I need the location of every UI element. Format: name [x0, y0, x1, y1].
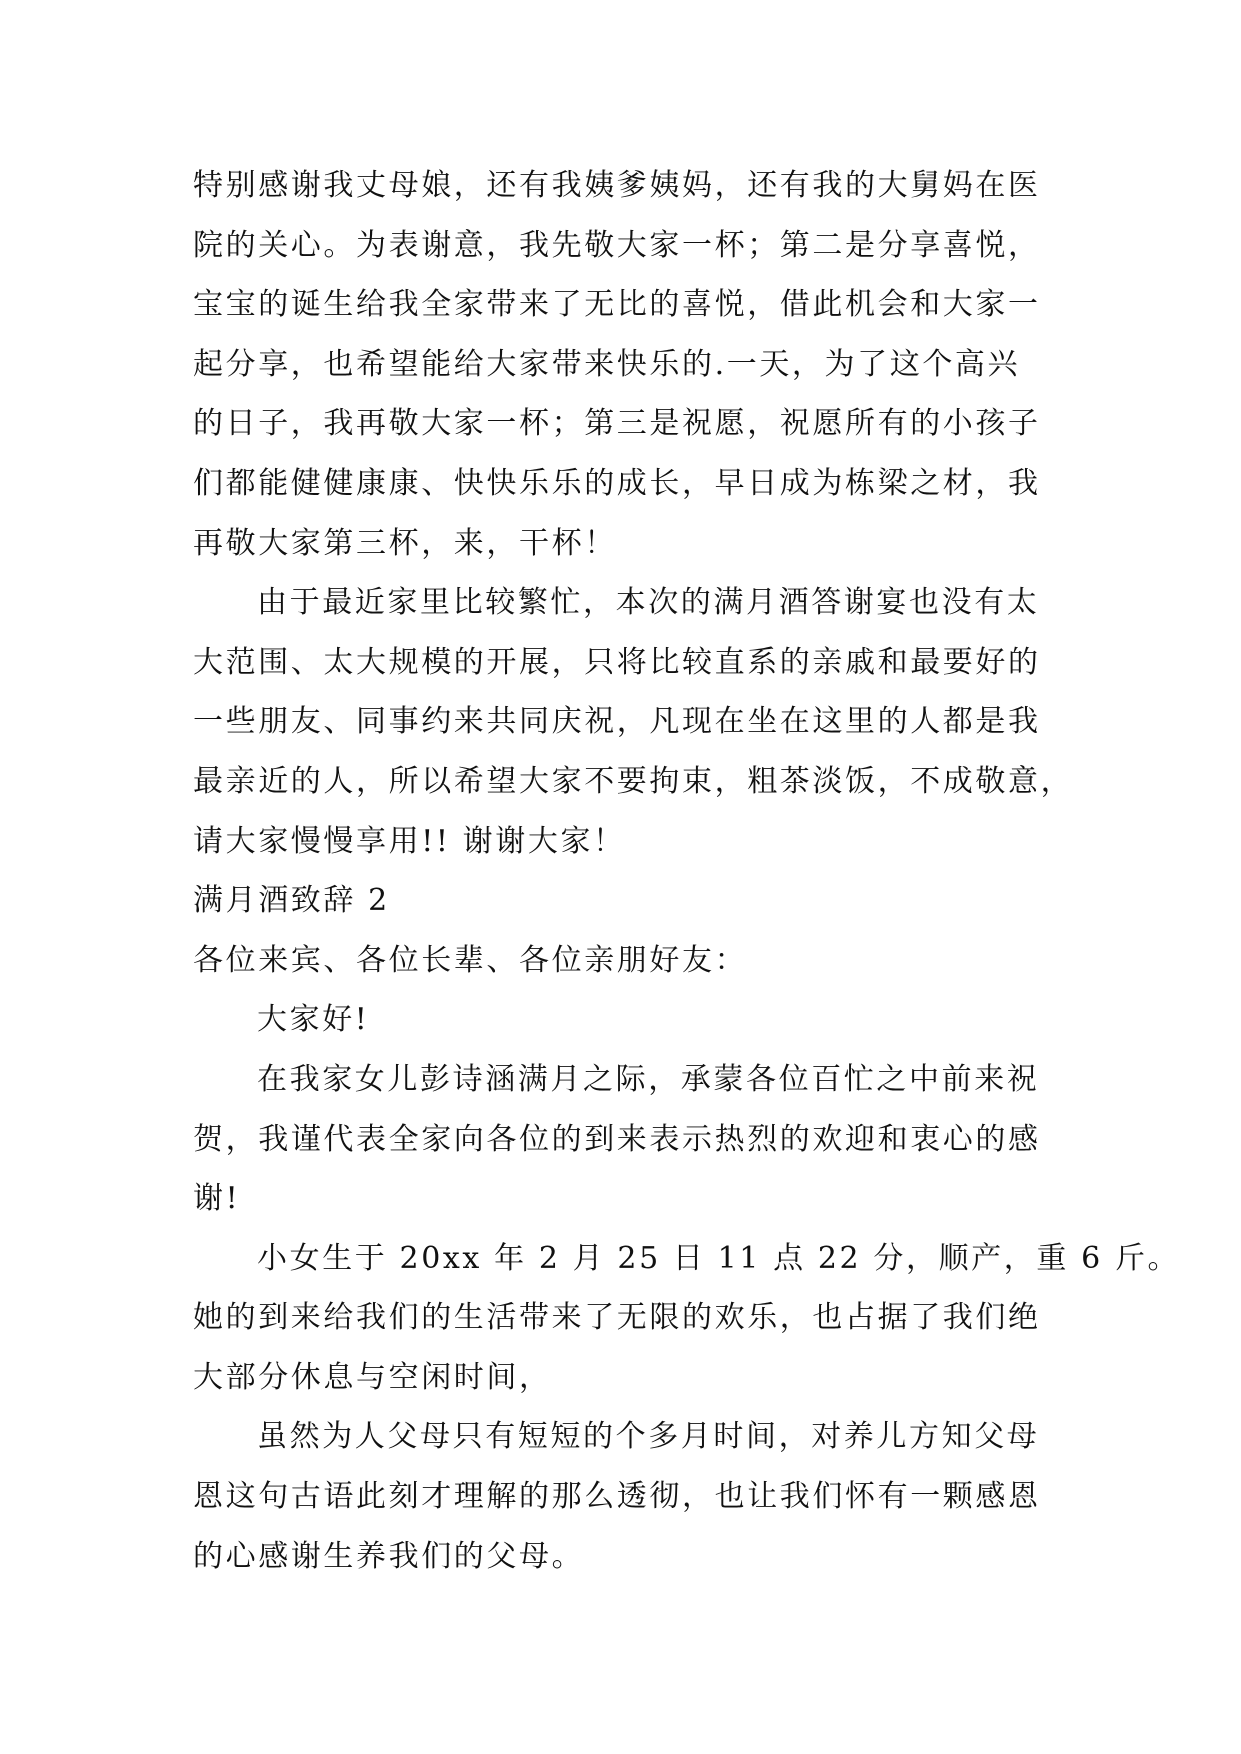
text-line: 恩这句古语此刻才理解的那么透彻，也让我们怀有一颗感恩 [193, 1479, 1041, 1515]
greeting: 大家好! [257, 1002, 370, 1038]
paragraph-first-line: 由于最近家里比较繁忙，本次的满月酒答谢宴也没有太 [257, 585, 1040, 621]
text-line: 大部分休息与空闲时间， [193, 1359, 552, 1395]
text-line: 最亲近的人，所以希望大家不要拘束，粗茶淡饭，不成敬意， [193, 763, 1074, 799]
text-line: 的心感谢生养我们的父母。 [193, 1538, 585, 1574]
text-line: 大范围、太大规模的开展，只将比较直系的亲戚和最要好的 [193, 644, 1041, 680]
text-line: 她的到来给我们的生活带来了无限的欢乐，也占据了我们绝 [193, 1300, 1041, 1336]
paragraph-first-line: 小女生于 20xx 年 2 月 25 日 11 点 22 分，顺产，重 6 斤。 [257, 1240, 1181, 1276]
paragraph-first-line: 在我家女儿彭诗涵满月之际，承蒙各位百忙之中前来祝 [257, 1061, 1040, 1097]
text-line: 谢! [193, 1181, 241, 1217]
text-line: 起分享，也希望能给大家带来快乐的.一天，为了这个高兴 [193, 346, 1021, 382]
text-line: 院的关心。为表谢意，我先敬大家一杯；第二是分享喜悦， [193, 227, 1041, 263]
text-line: 贺，我谨代表全家向各位的到来表示热烈的欢迎和衷心的感 [193, 1121, 1041, 1157]
text-line: 的日子，我再敬大家一杯；第三是祝愿，祝愿所有的小孩子 [193, 406, 1041, 442]
text-line: 一些朋友、同事约来共同庆祝，凡现在坐在这里的人都是我 [193, 704, 1041, 740]
text-line: 们都能健健康康、快快乐乐的成长，早日成为栋梁之材，我 [193, 465, 1041, 501]
text-line: 请大家慢慢享用!! 谢谢大家！ [193, 823, 626, 859]
text-line: 宝宝的诞生给我全家带来了无比的喜悦，借此机会和大家一 [193, 287, 1041, 323]
document-body [193, 156, 1181, 1586]
salutation: 各位来宾、各位长辈、各位亲朋好友： [193, 942, 748, 978]
text-line: 特别感谢我丈母娘，还有我姨爹姨妈，还有我的大舅妈在医 [193, 168, 1041, 203]
section-heading: 满月酒致辞 2 [193, 883, 390, 919]
text-line: 再敬大家第三杯，来，干杯！ [193, 525, 617, 561]
paragraph-first-line: 虽然为人父母只有短短的个多月时间，对养儿方知父母 [257, 1419, 1040, 1455]
